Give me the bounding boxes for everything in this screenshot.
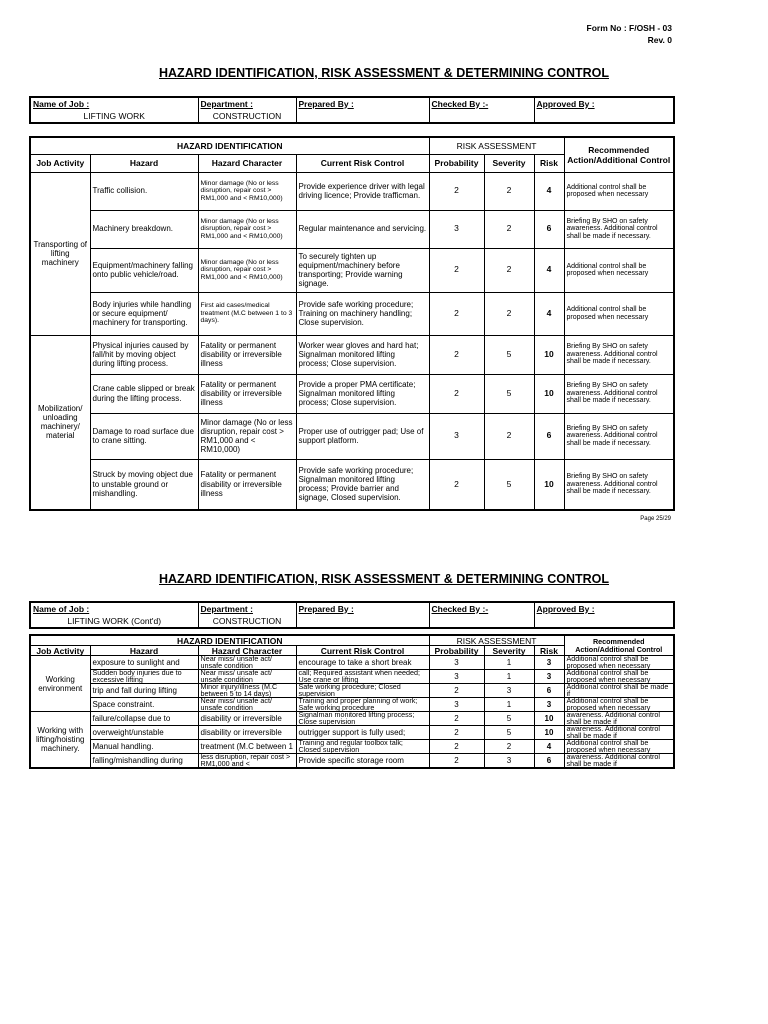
severity-cell: 2 bbox=[484, 210, 534, 248]
risk-cell: 6 bbox=[534, 413, 564, 459]
probability-cell: 2 bbox=[429, 712, 484, 726]
hazard-cell: failure/collapse due to bbox=[90, 712, 198, 726]
recommended-cell: Additional control shall be proposed when necessary bbox=[564, 740, 674, 754]
recommended-cell: Briefing By SHO on safety awareness. Additional control shall be made if necessary. bbox=[564, 210, 674, 248]
risk-cell: 10 bbox=[534, 335, 564, 374]
probability-cell: 2 bbox=[429, 459, 484, 510]
hazard-character-header: Hazard Character bbox=[198, 646, 296, 656]
probability-header: Probability bbox=[429, 646, 484, 656]
hazard-identification-header: HAZARD IDENTIFICATION bbox=[30, 137, 429, 154]
recommended-cell: Additional control shall be proposed when necessary bbox=[564, 248, 674, 292]
hazard-character-cell: Minor damage (No or less disruption, repair cost > RM1,000 and < RM10,000) bbox=[198, 413, 296, 459]
table-row bbox=[30, 740, 674, 754]
checked-by-label: Checked By :- bbox=[429, 602, 534, 615]
recommended-cell: awareness. Additional control shall be made if bbox=[564, 726, 674, 740]
risk-control-cell: Proper use of outrigger pad; Use of support platform. bbox=[296, 413, 429, 459]
risk-control-cell: Provide safe working procedure; Training on machinery handling; Close supervision. bbox=[296, 292, 429, 335]
probability-cell: 2 bbox=[429, 374, 484, 413]
page-number: Page 25/29 bbox=[640, 516, 671, 522]
table-row bbox=[30, 210, 674, 248]
hazard-cell: Space constraint. bbox=[90, 698, 198, 712]
risk-control-cell: Training and regular toolbox talk; Closed supervision bbox=[296, 740, 429, 754]
recommended-cell: awareness. Additional control shall be made if bbox=[564, 712, 674, 726]
risk-control-cell: encourage to take a short break bbox=[296, 656, 429, 670]
job-activity-cell: Transporting of lifting machinery bbox=[30, 172, 90, 335]
hazard-character-cell: disability or irreversible bbox=[198, 726, 296, 740]
approved-by-label: Approved By : bbox=[534, 602, 674, 615]
department-label: Department : bbox=[198, 602, 296, 615]
risk-cell: 10 bbox=[534, 712, 564, 726]
severity-cell: 5 bbox=[484, 726, 534, 740]
risk-control-cell: outrigger support is fully used; bbox=[296, 726, 429, 740]
hazard-cell: Struck by moving object due to unstable ground or mishandling. bbox=[90, 459, 198, 510]
prepared-by-label: Prepared By : bbox=[296, 97, 429, 110]
hazard-cell: overweight/unstable bbox=[90, 726, 198, 740]
risk-control-cell: call; Required assistant when needed; Use crane or lifting bbox=[296, 670, 429, 684]
table-row bbox=[30, 374, 674, 413]
risk-cell: 6 bbox=[534, 684, 564, 698]
severity-cell: 2 bbox=[484, 248, 534, 292]
hazard-cell: Damage to road surface due to crane sitting. bbox=[90, 413, 198, 459]
risk-control-cell: Provide safe working procedure; Signalman monitored lifting process; Provide barrier and signage, Closed supervision. bbox=[296, 459, 429, 510]
checked-by-value bbox=[429, 110, 534, 123]
recommended-cell: Additional control shall be proposed when necessary bbox=[564, 670, 674, 684]
hazard-cell: Traffic collision. bbox=[90, 172, 198, 210]
table-row bbox=[30, 413, 674, 459]
department-value: CONSTRUCTION bbox=[198, 615, 296, 628]
form-number-text: Form No : F/OSH - 03 bbox=[586, 23, 672, 33]
risk-control-cell: To securely tighten up equipment/machinery before transporting; Provide warning signage. bbox=[296, 248, 429, 292]
job-activity-header: Job Activity bbox=[30, 154, 90, 172]
probability-cell: 2 bbox=[429, 292, 484, 335]
checked-by-value bbox=[429, 615, 534, 628]
hazard-character-cell: Minor damage (No or less disruption, repair cost > RM1,000 and < RM10,000) bbox=[198, 210, 296, 248]
hazard-cell: trip and fall during lifting bbox=[90, 684, 198, 698]
hazard-character-cell: less disruption, repair cost > RM1,000 and < bbox=[198, 754, 296, 769]
job-activity-cell: Working environment bbox=[30, 656, 90, 712]
hazard-character-cell: Fatality or permanent disability or irreversible illness bbox=[198, 374, 296, 413]
risk-header: Risk bbox=[534, 154, 564, 172]
probability-cell: 2 bbox=[429, 740, 484, 754]
severity-cell: 1 bbox=[484, 698, 534, 712]
severity-cell: 5 bbox=[484, 335, 534, 374]
hazard-character-cell: First aid cases/medical treatment (M.C between 1 to 3 days). bbox=[198, 292, 296, 335]
hazard-cell: Physical injuries caused by fall/hit by moving object during lifting process. bbox=[90, 335, 198, 374]
risk-control-cell: Signalman monitored lifting process; Close supervision bbox=[296, 712, 429, 726]
recommended-cell: Briefing By SHO on safety awareness. Additional control shall be made if necessary. bbox=[564, 413, 674, 459]
job-activity-header: Job Activity bbox=[30, 646, 90, 656]
hazard-cell: Body injuries while handling or secure equipment/ machinery for transporting. bbox=[90, 292, 198, 335]
checked-by-label: Checked By :- bbox=[429, 97, 534, 110]
hazard-cell: Equipment/machinery falling onto public vehicle/road. bbox=[90, 248, 198, 292]
hazard-character-cell: Fatality or permanent disability or irreversible illness bbox=[198, 335, 296, 374]
hazard-cell: Sudden body injuries due to excessive lifting bbox=[90, 670, 198, 684]
recommended-header: Recommended Action/Additional Control bbox=[564, 137, 674, 172]
risk-control-cell: Worker wear gloves and hard hat; Signalman monitored lifting process; Close supervision. bbox=[296, 335, 429, 374]
severity-header: Severity bbox=[484, 646, 534, 656]
risk-cell: 3 bbox=[534, 656, 564, 670]
risk-assessment-header: RISK ASSESSMENT bbox=[429, 635, 564, 646]
risk-cell: 4 bbox=[534, 248, 564, 292]
table-row bbox=[30, 754, 674, 769]
probability-cell: 2 bbox=[429, 726, 484, 740]
job-activity-cell: Mobilization/ unloading machinery/ material bbox=[30, 335, 90, 510]
job-name-value: LIFTING WORK bbox=[30, 110, 198, 123]
hazard-character-cell: Minor damage (No or less disruption, repair cost > RM1,000 and < RM10,000) bbox=[198, 172, 296, 210]
hazard-cell: Machinery breakdown. bbox=[90, 210, 198, 248]
hazard-character-cell: disability or irreversible bbox=[198, 712, 296, 726]
recommended-cell: awareness. Additional control shall be made if bbox=[564, 754, 674, 769]
risk-cell: 6 bbox=[534, 754, 564, 769]
risk-cell: 4 bbox=[534, 740, 564, 754]
department-label: Department : bbox=[198, 97, 296, 110]
risk-cell: 10 bbox=[534, 726, 564, 740]
probability-cell: 3 bbox=[429, 210, 484, 248]
severity-cell: 2 bbox=[484, 413, 534, 459]
job-activity-cell: Working with lifting/hoisting machinery. bbox=[30, 712, 90, 769]
table-row bbox=[30, 292, 674, 335]
table-row bbox=[30, 726, 674, 740]
current-risk-control-header: Current Risk Control bbox=[296, 154, 429, 172]
table-row bbox=[30, 698, 674, 712]
risk-cell: 10 bbox=[534, 459, 564, 510]
hazard-character-cell: Minor injury/illness (M.C between 5 to 14 days) bbox=[198, 684, 296, 698]
current-risk-control-header: Current Risk Control bbox=[296, 646, 429, 656]
recommended-cell: Additional control shall be proposed when necessary bbox=[564, 292, 674, 335]
hazard-table-1 bbox=[29, 136, 675, 511]
hazard-header: Hazard bbox=[90, 646, 198, 656]
hazard-identification-header: HAZARD IDENTIFICATION bbox=[30, 635, 429, 646]
risk-control-cell: Provide specific storage room bbox=[296, 754, 429, 769]
hazard-cell: Crane cable slipped or break during the lifting process. bbox=[90, 374, 198, 413]
risk-cell: 10 bbox=[534, 374, 564, 413]
recommended-cell: Additional control shall be proposed when necessary bbox=[564, 172, 674, 210]
table-row bbox=[30, 684, 674, 698]
department-value: CONSTRUCTION bbox=[198, 110, 296, 123]
probability-cell: 3 bbox=[429, 698, 484, 712]
severity-cell: 5 bbox=[484, 459, 534, 510]
name-of-job-label: Name of Job : bbox=[30, 97, 198, 110]
probability-cell: 2 bbox=[429, 248, 484, 292]
revision-text: Rev. 0 bbox=[647, 35, 672, 45]
severity-cell: 3 bbox=[484, 684, 534, 698]
hazard-character-cell: Fatality or permanent disability or irreversible illness bbox=[198, 459, 296, 510]
hazard-character-cell: Near miss/ unsafe act/ unsafe condition bbox=[198, 670, 296, 684]
form-number bbox=[587, 22, 672, 46]
probability-cell: 2 bbox=[429, 684, 484, 698]
severity-header: Severity bbox=[484, 154, 534, 172]
hazard-character-header: Hazard Character bbox=[198, 154, 296, 172]
severity-cell: 3 bbox=[484, 754, 534, 769]
risk-control-cell: Regular maintenance and servicing. bbox=[296, 210, 429, 248]
hazard-character-cell: Near miss/ unsafe act/ unsafe condition bbox=[198, 698, 296, 712]
probability-cell: 3 bbox=[429, 413, 484, 459]
risk-header: Risk bbox=[534, 646, 564, 656]
job-name-value: LIFTING WORK (Cont'd) bbox=[30, 615, 198, 628]
prepared-by-value bbox=[296, 110, 429, 123]
probability-header: Probability bbox=[429, 154, 484, 172]
severity-cell: 5 bbox=[484, 712, 534, 726]
probability-cell: 3 bbox=[429, 656, 484, 670]
recommended-cell: Additional control shall be proposed when necessary bbox=[564, 656, 674, 670]
severity-cell: 5 bbox=[484, 374, 534, 413]
recommended-cell: Briefing By SHO on safety awareness. Additional control shall be made if necessary. bbox=[564, 459, 674, 510]
severity-cell: 2 bbox=[484, 292, 534, 335]
risk-cell: 3 bbox=[534, 698, 564, 712]
severity-cell: 1 bbox=[484, 656, 534, 670]
probability-cell: 2 bbox=[429, 754, 484, 769]
table-row bbox=[30, 172, 674, 210]
job-info-table-2 bbox=[29, 601, 675, 629]
risk-control-cell: Provide a proper PMA certificate; Signalman monitored lifting process; Close supervision. bbox=[296, 374, 429, 413]
approved-by-label: Approved By : bbox=[534, 97, 674, 110]
probability-cell: 2 bbox=[429, 335, 484, 374]
recommended-cell: Briefing By SHO on safety awareness. Additional control shall be made if necessary. bbox=[564, 335, 674, 374]
table-row bbox=[30, 712, 674, 726]
approved-by-value bbox=[534, 615, 674, 628]
probability-cell: 3 bbox=[429, 670, 484, 684]
table-row bbox=[30, 335, 674, 374]
severity-cell: 2 bbox=[484, 172, 534, 210]
severity-cell: 2 bbox=[484, 740, 534, 754]
name-of-job-label: Name of Job : bbox=[30, 602, 198, 615]
recommended-cell: Additional control shall be made if bbox=[564, 684, 674, 698]
risk-cell: 6 bbox=[534, 210, 564, 248]
recommended-header: Recommended Action/Additional Control bbox=[564, 635, 674, 656]
hazard-cell: falling/mishandling during bbox=[90, 754, 198, 769]
table-row bbox=[30, 656, 674, 670]
recommended-cell: Briefing By SHO on safety awareness. Additional control shall be made if necessary. bbox=[564, 374, 674, 413]
hazard-header: Hazard bbox=[90, 154, 198, 172]
risk-control-cell: Training and proper planning of work; Safe working procedure bbox=[296, 698, 429, 712]
risk-cell: 4 bbox=[534, 292, 564, 335]
hazard-character-cell: Near miss/ unsafe act/ unsafe condition bbox=[198, 656, 296, 670]
risk-cell: 4 bbox=[534, 172, 564, 210]
job-info-table bbox=[29, 96, 675, 124]
prepared-by-label: Prepared By : bbox=[296, 602, 429, 615]
table-row bbox=[30, 670, 674, 684]
risk-control-cell: Safe working procedure; Closed supervision bbox=[296, 684, 429, 698]
prepared-by-value bbox=[296, 615, 429, 628]
risk-control-cell: Provide experience driver with legal driving licence; Provide trafficman. bbox=[296, 172, 429, 210]
severity-cell: 1 bbox=[484, 670, 534, 684]
probability-cell: 2 bbox=[429, 172, 484, 210]
table-row bbox=[30, 459, 674, 510]
hazard-character-cell: treatment (M.C between 1 bbox=[198, 740, 296, 754]
approved-by-value bbox=[534, 110, 674, 123]
risk-cell: 3 bbox=[534, 670, 564, 684]
table-row bbox=[30, 248, 674, 292]
page-title-2: HAZARD IDENTIFICATION, RISK ASSESSMENT & DETERMINING CONTROL bbox=[159, 572, 609, 586]
hazard-character-cell: Minor damage (No or less disruption, repair cost > RM1,000 and < RM10,000) bbox=[198, 248, 296, 292]
risk-assessment-header: RISK ASSESSMENT bbox=[429, 137, 564, 154]
hazard-cell: Manual handling. bbox=[90, 740, 198, 754]
recommended-cell: Additional control shall be proposed when necessary bbox=[564, 698, 674, 712]
hazard-cell: exposure to sunlight and bbox=[90, 656, 198, 670]
hazard-table-2 bbox=[29, 634, 675, 769]
page-title: HAZARD IDENTIFICATION, RISK ASSESSMENT & DETERMINING CONTROL bbox=[159, 66, 609, 80]
